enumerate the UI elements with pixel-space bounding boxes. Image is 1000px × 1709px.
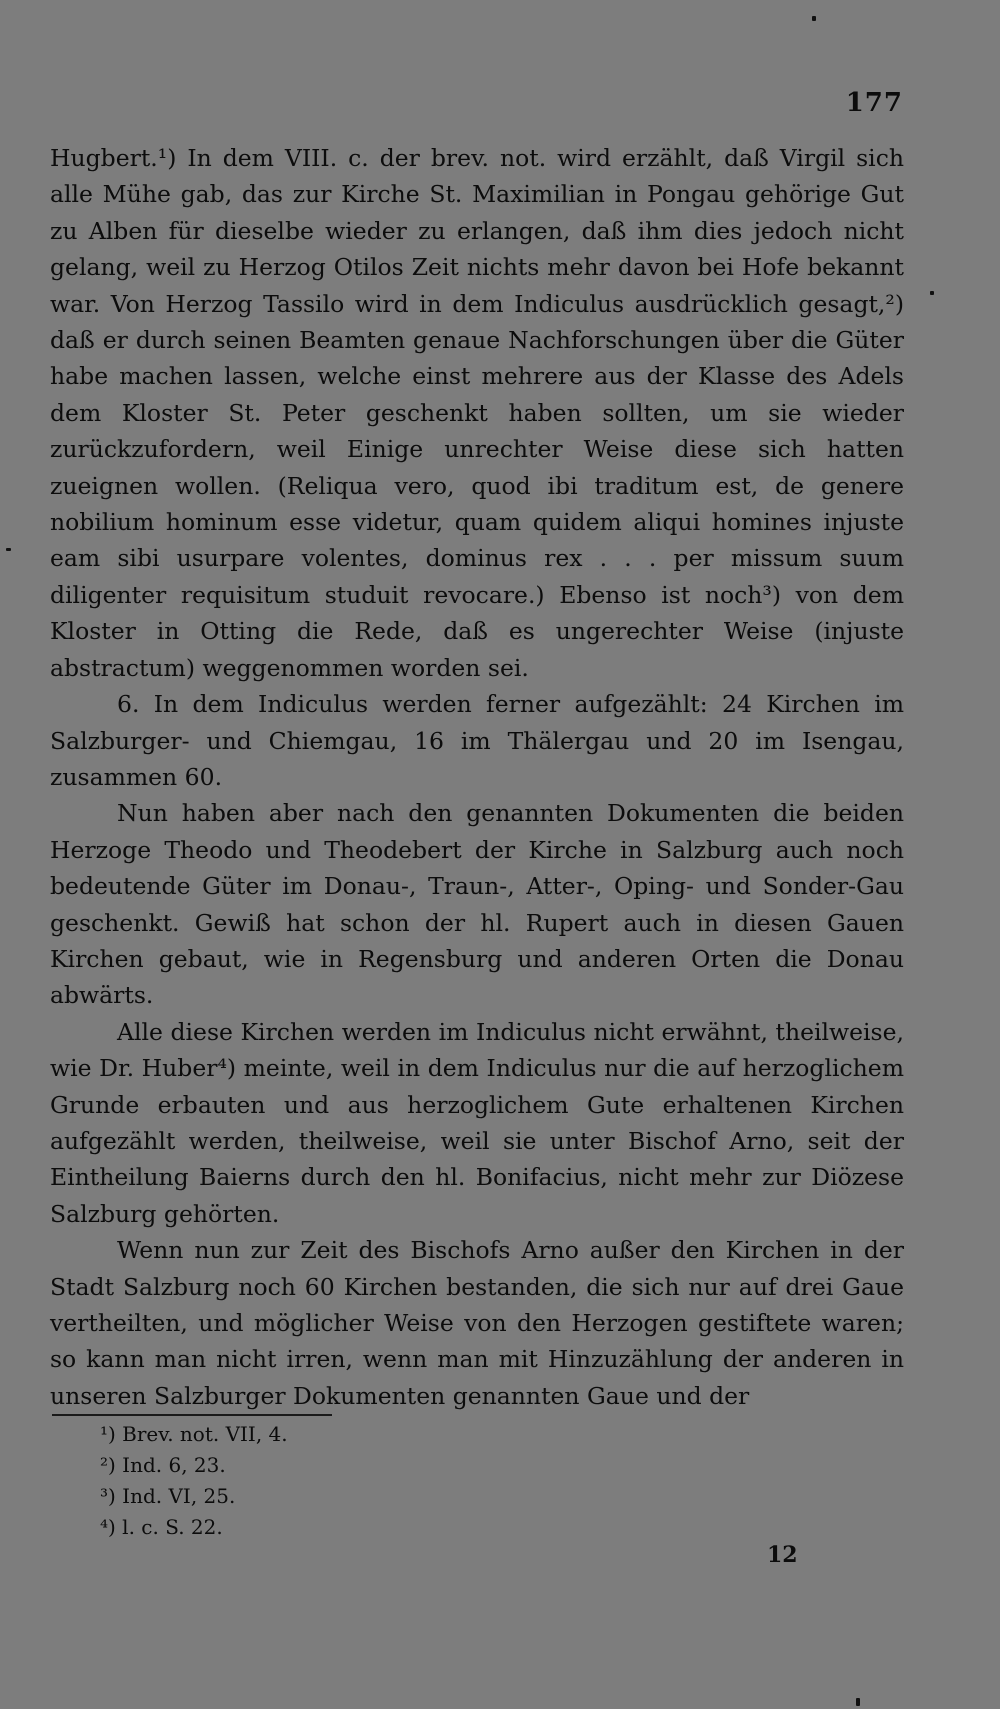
body-text <box>50 140 904 1414</box>
paragraph-4: Alle diese Kirchen werden im Indiculus nicht erwähnt, theilweise, wie Dr. Huber⁴) meinte, weil in dem Indiculus nur die auf herzoglichem Grunde erbauten und aus herzoglichem Gute erhaltenen Kirchen aufgezählt werden, theilweise, weil sie unter Bischof Arno, seit der Eintheilung Baierns durch den hl. Bonifacius, nicht mehr zur Diözese Salzburg gehörten. <box>50 1017 904 1228</box>
footnote-2: ²) Ind. 6, 23. <box>100 1453 226 1477</box>
footnote-1: ¹) Brev. not. VII, 4. <box>100 1422 288 1446</box>
scan-speck <box>6 548 11 551</box>
footnote-3: ³) Ind. VI, 25. <box>100 1484 236 1508</box>
signature-mark: 12 <box>767 1542 798 1568</box>
footnote-separator <box>52 1414 332 1416</box>
footnotes <box>100 1419 288 1543</box>
paragraph-3: Nun haben aber nach den genannten Dokumenten die beiden Herzoge Theodo und Theodebert der Kirche in Salzburg auch noch bedeutende Güter im Donau-, Traun-, Atter-, Oping- und Sonder-Gau geschenkt. Gewiß hat schon der hl. Rupert auch in diesen Gauen Kirchen gebaut, wie in Regensburg und anderen Orten die Donau abwärts. <box>50 799 904 1010</box>
paragraph-2: 6. In dem Indiculus werden ferner aufgezählt: 24 Kirchen im Salzburger- und Chiemgau, 16 im Thälergau und 20 im Isengau, zusammen 60. <box>50 690 904 791</box>
scan-speck <box>930 291 934 295</box>
scan-speck <box>856 1698 860 1706</box>
paragraph-1: Hugbert.¹) In dem VIII. c. der brev. not. wird erzählt, daß Virgil sich alle Mühe gab, das zur Kirche St. Maximilian in Pongau gehörige Gut zu Alben für dieselbe wieder zu erlangen, daß ihm dies jedoch nicht gelang, weil zu Herzog Otilos Zeit nichts mehr davon bei Hofe bekannt war. Von Herzog Tassilo wird in dem Indiculus ausdrücklich gesagt,²) daß er durch seinen Beamten genaue Nachforschungen über die Güter habe machen lassen, welche einst mehrere aus der Klasse des Adels dem Kloster St. Peter geschenkt haben sollten, um sie wieder zurückzufordern, weil Einige unrechter Weise diese sich hatten zueignen wollen. (Reliqua vero, quod ibi traditum est, de genere nobilium hominum esse videtur, quam quidem aliqui homines injuste eam sibi usurpare volentes, dominus rex . . . per missum suum diligenter requisitum studuit revocare.) Ebenso ist noch³) von dem Kloster in Otting die Rede, daß es ungerechter Weise (injuste abstractum) weggenommen worden sei. <box>50 144 904 682</box>
scan-speck <box>812 16 816 21</box>
page-number: 177 <box>845 88 903 118</box>
paragraph-5: Wenn nun zur Zeit des Bischofs Arno außer den Kirchen in der Stadt Salzburg noch 60 Kirchen bestanden, die sich nur auf drei Gaue vertheilten, und möglicher Weise von den Herzogen gestiftete waren; so kann man nicht irren, wenn man mit Hinzuzählung der anderen in unseren Salzburger Dokumenten genannten Gaue und der <box>50 1236 904 1410</box>
footnote-4: ⁴) l. c. S. 22. <box>100 1515 223 1539</box>
